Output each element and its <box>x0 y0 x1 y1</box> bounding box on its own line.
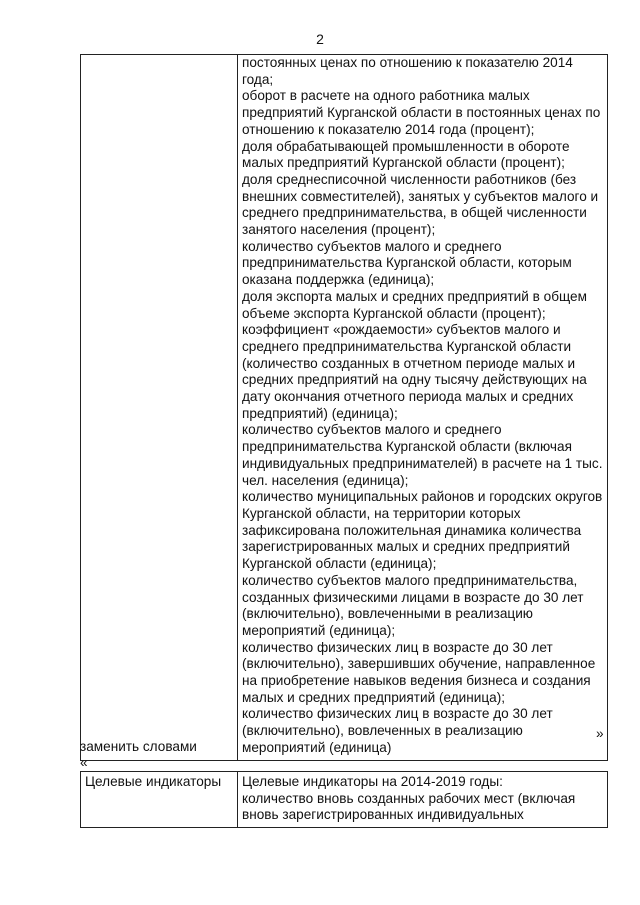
text-line: количество вновь созданных рабочих мест (включая <box>242 790 576 806</box>
text-line: оказана поддержка (единица); <box>242 272 435 288</box>
text-line: доля обрабатывающей промышленности в обороте <box>242 138 570 154</box>
text-line: вновь зарегистрированных индивидуальных <box>242 807 524 823</box>
text-line: объеме экспорта Курганской области (процент); <box>242 305 546 321</box>
text-line: предпринимательства Курганской области (включая <box>242 439 572 455</box>
target-indicators-text-cell <box>238 772 608 828</box>
text-line: мероприятий (единица) <box>242 739 392 755</box>
text-line: Курганской области (единица); <box>242 556 437 572</box>
text-line: на приобретение навыков ведения бизнеса и создания <box>242 673 591 689</box>
text-line: внешних совместителей), занятых у субъектов малого и <box>242 188 599 204</box>
text-line: предпринимательства Курганской области, которым <box>242 255 572 271</box>
text-line: года; <box>242 71 274 87</box>
text-line: (включительно), вовлеченных в реализацию <box>242 723 523 739</box>
text-line: (включительно), вовлеченными в реализацию <box>242 606 533 622</box>
text-line: предприятий) (единица); <box>242 405 398 421</box>
text-line: малых и средних предприятий (единица); <box>242 689 506 705</box>
text-line: постоянных ценах по отношению к показателю 2014 <box>242 55 573 70</box>
text-line: занятого населения (процент); <box>242 222 436 238</box>
text-line: количество физических лиц в возрасте до 30 лет <box>242 706 553 722</box>
text-line: доля экспорта малых и средних предприятий в общем <box>242 288 587 304</box>
indicators-lines <box>242 55 603 757</box>
text-line: зафиксирована положительная динамика количества <box>242 522 582 538</box>
replace-instruction: заменить словами <box>80 739 197 754</box>
indicators-text-cell <box>238 55 608 761</box>
text-line: (включительно), завершивших обучение, направленное <box>242 656 596 672</box>
text-line: созданных физическими лицами в возрасте до 30 лет <box>242 589 584 605</box>
text-line: индивидуальных предпринимателей) в расчете на 1 тыс. <box>242 455 603 471</box>
page-number: 2 <box>316 31 324 47</box>
text-line: чел. населения (единица); <box>242 472 409 488</box>
text-line: количество муниципальных районов и городских округов <box>242 489 603 505</box>
indicators-table <box>80 54 608 761</box>
text-line: средних предприятий на одну тысячу действующих на <box>242 372 587 388</box>
text-line: предприятий Курганской области в постоянных ценах по <box>242 105 601 121</box>
text-line: количество субъектов малого предпринимательства, <box>242 572 578 588</box>
text-line: среднего предпринимательства, в общей численности <box>242 205 587 221</box>
text-line: количество субъектов малого и среднего <box>242 422 502 438</box>
table-cell-empty <box>81 55 238 761</box>
text-line: дату окончания отчетного периода малых и средних <box>242 389 574 405</box>
text-line: доля среднесписочной численности работников (без <box>242 171 577 187</box>
table-row <box>81 772 608 828</box>
text-line: (количество созданных в отчетном периоде малых и <box>242 355 576 371</box>
text-line: Целевые индикаторы на 2014-2019 годы: <box>242 774 503 789</box>
opening-quote: « <box>80 755 88 770</box>
text-line: мероприятий (единица); <box>242 622 396 638</box>
text-line: зарегистрированных малых и средних предприятий <box>242 539 570 555</box>
text-line: отношению к показателю 2014 года (процент); <box>242 121 535 137</box>
target-indicators-lines <box>242 774 603 824</box>
text-line: количество субъектов малого и среднего <box>242 238 502 254</box>
text-line: оборот в расчете на одного работника малых <box>242 88 530 104</box>
closing-quote: » <box>596 726 604 741</box>
text-line: коэффициент «рождаемости» субъектов малого и <box>242 322 561 338</box>
text-line: количество физических лиц в возрасте до 30 лет <box>242 639 553 655</box>
text-line: Курганской области, на территории которых <box>242 505 521 521</box>
target-indicators-label: Целевые индикаторы <box>81 772 238 828</box>
text-line: малых предприятий Курганской области (процент); <box>242 155 565 171</box>
target-indicators-table <box>80 771 608 828</box>
table-row <box>81 55 608 761</box>
text-line: среднего предпринимательства Курганской области <box>242 338 572 354</box>
